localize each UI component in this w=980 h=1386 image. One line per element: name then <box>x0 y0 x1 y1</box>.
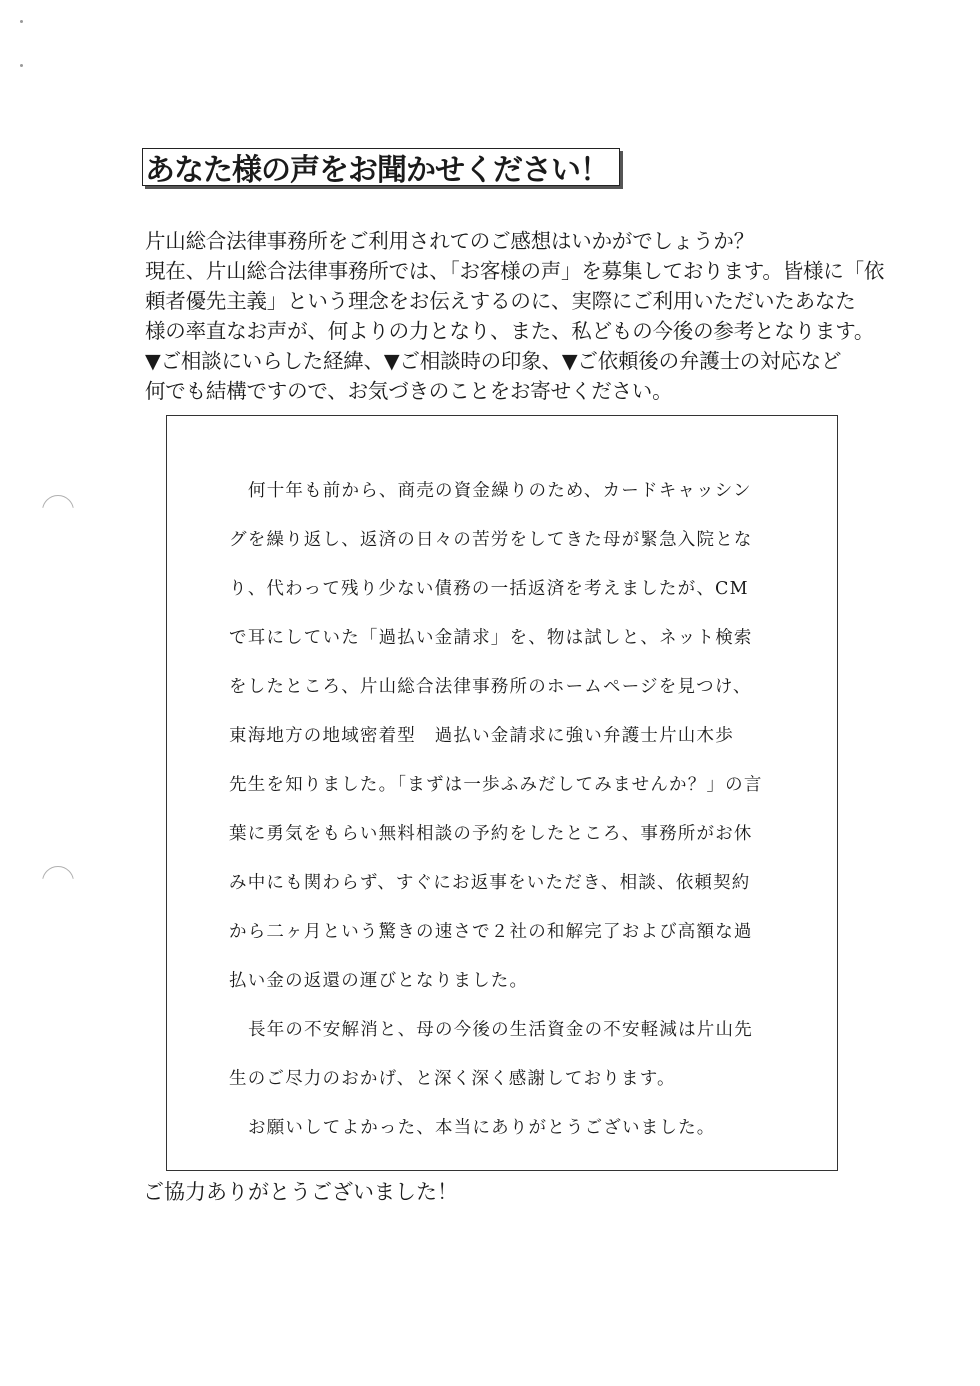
testimonial-line: 生のご尽力のおかげ、と深く深く感謝しております。 <box>229 1069 676 1089</box>
closing-thanks: ご協力ありがとうございました！ <box>143 1180 458 1204</box>
intro-paragraph <box>145 226 885 406</box>
punch-hole-mark <box>42 495 74 527</box>
testimonial-line: 払い金の返還の運びとなりました。 <box>229 971 529 991</box>
testimonial-line: グを繰り返し、返済の日々の苦労をしてきた母が緊急入院とな <box>229 530 753 550</box>
intro-line: ▼ご相談にいらした経緯、▼ご相談時の印象、▼ご依頼後の弁護士の対応など <box>145 349 842 373</box>
scan-speck <box>20 20 23 23</box>
testimonial-box <box>166 415 838 1171</box>
testimonial-line: 何十年も前から、商売の資金繰りのため、カードキャッシン <box>248 481 752 501</box>
testimonial-line: 葉に勇気をもらい無料相談の予約をしたところ、事務所がお休 <box>229 824 753 844</box>
intro-line: 片山総合法律事務所をご利用されてのご感想はいかがでしょうか？ <box>145 229 754 253</box>
testimonial-line: 長年の不安解消と、母の今後の生活資金の不安軽減は片山先 <box>248 1020 753 1040</box>
intro-line: 何でも結構ですので、お気づきのことをお寄せください。 <box>145 379 673 403</box>
testimonial-line: で耳にしていた「過払い金請求」を、物は試しと、ネット検索 <box>229 628 753 648</box>
intro-line: 頼者優先主義」という理念をお伝えするのに、実際にご利用いただいたあなた <box>145 289 856 313</box>
testimonial-line: お願いしてよかった、本当にありがとうございました。 <box>248 1118 716 1138</box>
testimonial-line: り、代わって残り少ない債務の一括返済を考えましたが、CM <box>229 579 749 599</box>
intro-line: 様の率直なお声が、何よりの力となり、また、私どもの今後の参考となります。 <box>145 319 875 343</box>
punch-hole-mark <box>42 866 74 898</box>
testimonial-line: 東海地方の地域密着型 過払い金請求に強い弁護士片山木歩 <box>229 726 734 746</box>
intro-line: 現在、片山総合法律事務所では、「お客様の声」を募集しております。皆様に「依 <box>145 259 885 283</box>
testimonial-line: から二ヶ月という驚きの速さで２社の和解完了および高額な過 <box>229 922 753 942</box>
page-title: あなた様の声をお聞かせください！ <box>142 148 620 186</box>
scan-speck <box>20 64 23 67</box>
testimonial-line: 先生を知りました。「まずは一歩ふみだしてみませんか？」の言 <box>229 775 763 795</box>
testimonial-line: をしたところ、片山総合法律事務所のホームページを見つけ、 <box>229 677 752 697</box>
testimonial-text <box>229 467 763 1153</box>
testimonial-line: み中にも関わらず、すぐにお返事をいただき、相談、依頼契約 <box>229 873 751 893</box>
